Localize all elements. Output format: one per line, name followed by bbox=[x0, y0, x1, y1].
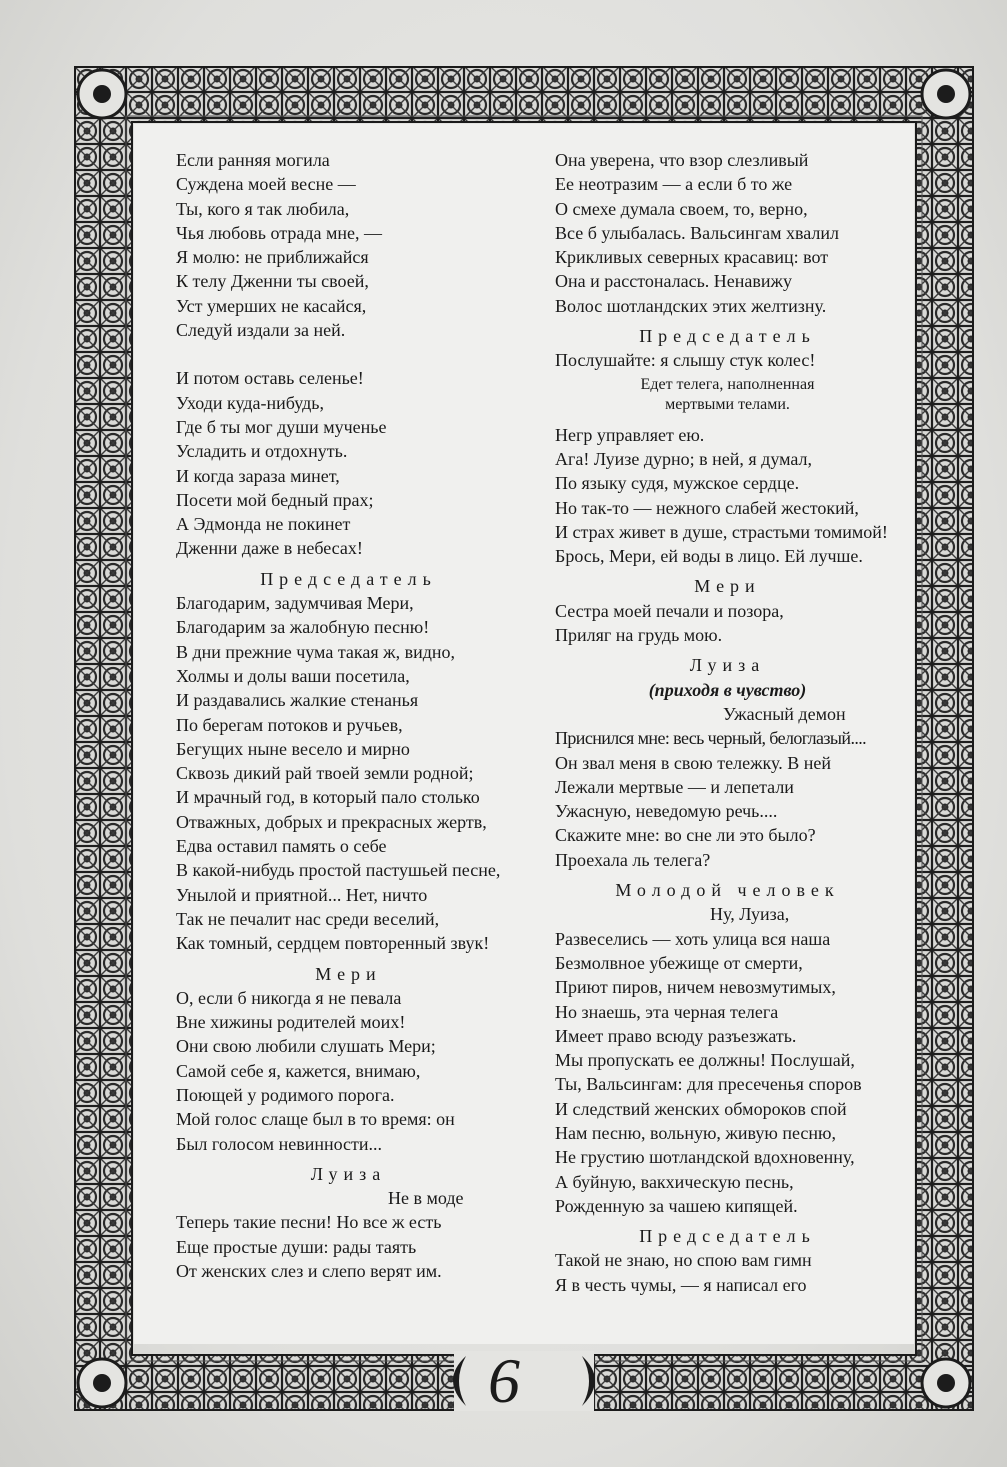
speech-line: О смехе думала своем, то, верно, bbox=[555, 198, 808, 219]
speech-line: Унылой и приятной... Нет, ничто bbox=[176, 884, 428, 905]
speech-line: По берегам потоков и ручьев, bbox=[176, 714, 403, 735]
speech-line: Такой не знаю, но спою вам гимн bbox=[555, 1250, 812, 1271]
speaker-name: Мери bbox=[315, 963, 382, 984]
speech-line: Не в моде bbox=[388, 1188, 464, 1209]
speech-line: Но так-то — нежного слабей жестокий, bbox=[555, 497, 859, 518]
speech-line: Мой голос слаще был в то время: он bbox=[176, 1109, 455, 1130]
speech-line: Так не печалит нас среди веселий, bbox=[176, 908, 440, 929]
verse-line: Я молю: не приближайся bbox=[176, 247, 369, 268]
speech-line: Ее неотразим — а если б то же bbox=[555, 174, 793, 195]
speech-line: Благодарим, задумчивая Мери, bbox=[176, 593, 414, 614]
verse-line: К телу Дженни ты своей, bbox=[176, 271, 369, 292]
speech-line: Имеет право всюду разъезжать. bbox=[555, 1025, 797, 1046]
left-column bbox=[176, 148, 521, 1283]
speech-line: Крикливых северных красавиц: вот bbox=[555, 247, 829, 268]
speech-line: Она и расстоналась. Ненавижу bbox=[555, 271, 792, 292]
verse-line: Суждена моей весне — bbox=[176, 174, 356, 195]
speech-line: Не грустию шотландской вдохновенну, bbox=[555, 1147, 855, 1168]
speaker-name: Луиза bbox=[310, 1163, 387, 1184]
speech-line: Теперь такие песни! Но все ж есть bbox=[176, 1212, 442, 1233]
speech bbox=[176, 591, 521, 955]
speech-line: По языку судя, мужское сердце. bbox=[555, 473, 800, 494]
verse-line: Ты, кого я так любила, bbox=[176, 198, 350, 219]
verse-line: И когда зараза минет, bbox=[176, 465, 340, 486]
speech-line: И мрачный год, в который пало столько bbox=[176, 787, 480, 808]
speech-line: Отважных, добрых и прекрасных жертв, bbox=[176, 811, 487, 832]
speech bbox=[555, 1248, 900, 1297]
speech bbox=[555, 599, 900, 648]
speech-line: Ну, Луиза, bbox=[710, 904, 790, 925]
verse-2 bbox=[176, 366, 521, 560]
speech bbox=[555, 148, 900, 318]
page-number: 6 bbox=[488, 1345, 520, 1416]
speech-line: Скажите мне: во сне ли это было? bbox=[555, 825, 816, 846]
speech-line: Все б улыбалась. Вальсингам хвалил bbox=[555, 222, 839, 243]
speech-line: Она уверена, что взор слезливый bbox=[555, 150, 809, 170]
speech-line: И страх живет в душе, страстьми томимой! bbox=[555, 521, 888, 542]
verse-line: Где б ты мог души мученье bbox=[176, 416, 387, 437]
speech-line: Нам песню, вольную, живую песню, bbox=[555, 1122, 836, 1143]
speech-line: Бегущих ныне весело и мирно bbox=[176, 738, 410, 759]
verse-line: Усладить и отдохнуть. bbox=[176, 441, 348, 462]
speech-line: Был голосом невинности... bbox=[176, 1133, 383, 1154]
speaker-name: Председатель bbox=[639, 1226, 816, 1247]
verse-line: Чья любовь отрада мне, — bbox=[176, 222, 382, 243]
speech-line: О, если б никогда я не певала bbox=[176, 987, 402, 1008]
speech-line: Волос шотландских этих желтизну. bbox=[555, 295, 827, 316]
speech-line: Ага! Луизе дурно; в ней, я думал, bbox=[555, 448, 813, 469]
speech bbox=[176, 1186, 521, 1283]
parenthetical: (приходя в чувство) bbox=[648, 679, 807, 700]
speech-line: Приют пиров, ничем невозмутимых, bbox=[555, 977, 836, 998]
speech-line: Как томный, сердцем повторенный звук! bbox=[176, 933, 490, 954]
speech-line: Проехала ль телега? bbox=[555, 849, 711, 870]
speech-line: Брось, Мери, ей воды в лицо. Ей лучше. bbox=[555, 546, 863, 567]
speech-line: От женских слез и слепо верят им. bbox=[176, 1261, 442, 1282]
speaker-name: Мери bbox=[694, 576, 761, 597]
speech-line: Рожденную за чашею кипящей. bbox=[555, 1195, 798, 1216]
verse-1 bbox=[176, 148, 521, 342]
verse-line: А Эдмонда не покинет bbox=[176, 514, 351, 535]
speech-line: Еще простые души: рады таять bbox=[176, 1236, 417, 1257]
speech-line: Приляг на грудь мою. bbox=[555, 625, 723, 646]
verse-line: Дженни даже в небесах! bbox=[176, 538, 363, 559]
speech-line: В какой-нибудь простой пастушьей песне, bbox=[176, 860, 501, 881]
speech-line: Сквозь дикий рай твоей земли родной; bbox=[176, 763, 474, 784]
speech-line: Я в честь чумы, — я написал его bbox=[555, 1274, 807, 1295]
speech-line: Холмы и долы ваши посетила, bbox=[176, 665, 410, 686]
speaker-name: Молодой человек bbox=[615, 880, 840, 901]
speech-line: И следствий женских обмороков спой bbox=[555, 1098, 847, 1119]
verse-line: Уходи куда-нибудь, bbox=[176, 392, 324, 413]
verse-line: Если ранняя могила bbox=[176, 150, 330, 170]
speech-line: Самой себе я, кажется, внимаю, bbox=[176, 1060, 421, 1081]
speech-line: Приснился мне: весь черный, белоглазый.... bbox=[555, 728, 867, 749]
speech-line: Развеселись — хоть улица вся наша bbox=[555, 928, 831, 949]
speaker-name: Председатель bbox=[639, 326, 816, 347]
speech bbox=[176, 986, 521, 1156]
speech bbox=[555, 702, 900, 872]
speech-line: Вне хижины родителей моих! bbox=[176, 1012, 406, 1033]
speech-line: Мы пропускать ее должны! Послушай, bbox=[555, 1050, 855, 1071]
speech-line: Поющей у родимого порога. bbox=[176, 1084, 395, 1105]
speech-line: Ты, Вальсингам: для пресеченья споров bbox=[555, 1074, 862, 1095]
stage-line: Едет телега, наполненная bbox=[640, 375, 815, 393]
speech-line: Благодарим за жалобную песню! bbox=[176, 617, 430, 638]
speech-line: Послушайте: я слышу стук колес! bbox=[555, 350, 816, 371]
speech-line: Ужасную, неведомую речь.... bbox=[555, 801, 778, 822]
verse-line: Посети мой бедный прах; bbox=[176, 489, 374, 510]
speech-line: Негр управляет ею. bbox=[555, 424, 705, 445]
speech-line: А буйную, вакхическую песнь, bbox=[555, 1171, 794, 1192]
speech-line: Ужасный демон bbox=[723, 703, 846, 724]
verse-line: Следуй издали за ней. bbox=[176, 320, 346, 341]
speech-line: Они свою любили слушать Мери; bbox=[176, 1036, 436, 1057]
speech-line: Сестра моей печали и позора, bbox=[555, 600, 784, 621]
verse-line: Уст умерших не касайся, bbox=[176, 295, 367, 316]
speech-line: Но знаешь, эта черная телега bbox=[555, 1001, 779, 1022]
speech-line: Он звал меня в свою тележку. В ней bbox=[555, 752, 831, 773]
speech-line: Едва оставил память о себе bbox=[176, 836, 387, 857]
speech bbox=[555, 902, 900, 1218]
speech-line: Безмолвное убежище от смерти, bbox=[555, 952, 803, 973]
speech-line: В дни прежние чума такая ж, видно, bbox=[176, 641, 455, 662]
right-column bbox=[555, 148, 900, 1297]
speaker-name: Луиза bbox=[689, 655, 766, 676]
verse-line: И потом оставь селенье! bbox=[176, 368, 364, 389]
speech bbox=[555, 423, 900, 569]
speaker-name: Председатель bbox=[260, 568, 437, 589]
stage-line: мертвыми телами. bbox=[665, 395, 790, 413]
speech-line: Лежали мертвые — и лепетали bbox=[555, 776, 794, 797]
speech-line: И раздавались жалкие стенанья bbox=[176, 690, 419, 711]
stage-direction bbox=[555, 375, 900, 415]
